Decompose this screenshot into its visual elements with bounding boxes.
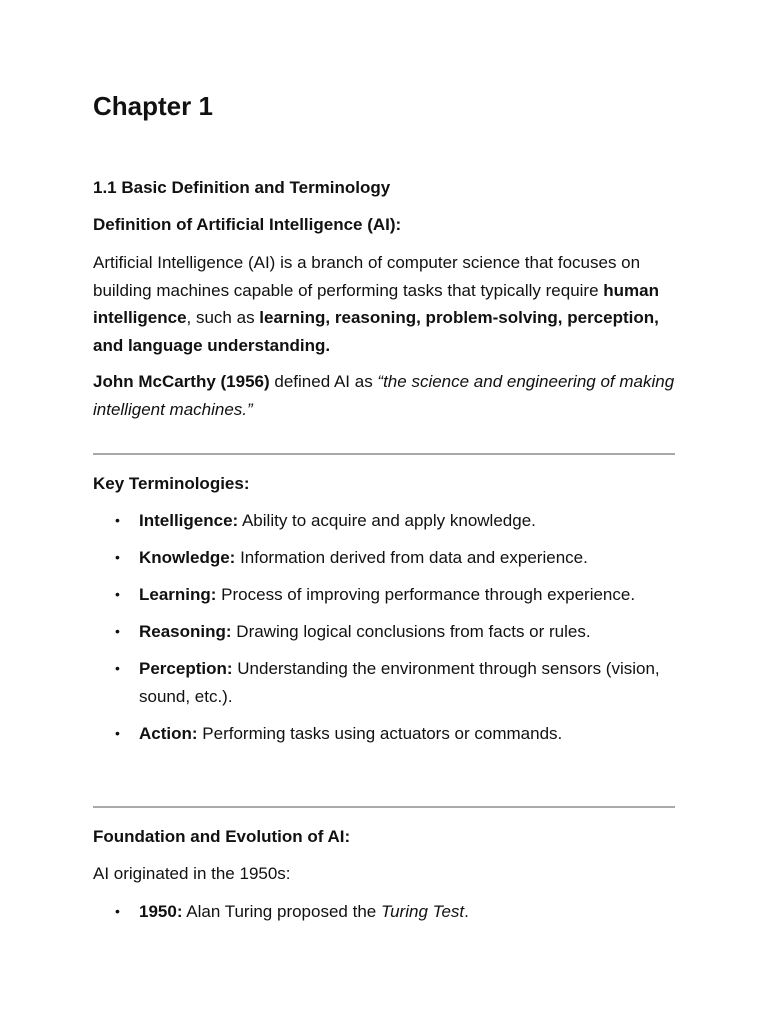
term-definition: Performing tasks using actuators or commands. (197, 723, 563, 743)
definition-text-2: , such as (186, 308, 260, 327)
timeline-italic: Turing Test (380, 902, 465, 921)
list-item (93, 720, 675, 748)
bullet-icon: • (115, 660, 120, 676)
list-item (93, 898, 675, 926)
list-item (93, 507, 675, 535)
term-label: Knowledge: (139, 548, 236, 567)
quote-text: “the science and engineering of making intelligent machines.” (93, 372, 675, 419)
timeline-list (93, 898, 675, 935)
definition-paragraph (93, 249, 675, 359)
bullet-icon: • (115, 623, 120, 639)
key-terms-list (93, 507, 675, 757)
bullet-icon: • (115, 586, 120, 602)
term-label: Reasoning: (139, 622, 232, 641)
definition-heading: Definition of Artificial Intelligence (AI): (93, 215, 402, 234)
bullet-icon: • (115, 549, 120, 565)
foundation-heading: Foundation and Evolution of AI: (93, 827, 351, 846)
quote-verb: defined AI as (269, 372, 378, 391)
list-item (93, 544, 675, 572)
term-label: Perception: (139, 659, 233, 678)
key-terms-heading: Key Terminologies: (93, 474, 250, 493)
definition-bold-2: learning, reasoning, problem-solving, perception, and language understanding. (93, 308, 659, 355)
term-label: Action: (139, 723, 198, 743)
timeline-text: Alan Turing proposed the (182, 902, 381, 921)
definition-text-1: Artificial Intelligence (AI) is a branch of computer science that focuses on building machines capable of performing tasks that typically require (93, 253, 641, 300)
term-definition: Understanding the environment through sensors (vision, sound, etc.). (139, 659, 660, 706)
bullet-icon: • (115, 903, 120, 919)
term-definition: Information derived from data and experience. (235, 548, 588, 567)
timeline-text-end: . (464, 902, 469, 921)
term-label: Learning: (139, 585, 217, 604)
term-definition: Ability to acquire and apply knowledge. (238, 511, 536, 530)
divider (93, 453, 675, 455)
list-item (93, 581, 675, 609)
bullet-icon: • (115, 724, 120, 741)
term-definition: Process of improving performance through experience. (216, 585, 636, 604)
divider (93, 806, 675, 808)
chapter-title: Chapter 1 (93, 91, 213, 121)
quote-author: John McCarthy (1956) (93, 372, 270, 391)
term-definition: Drawing logical conclusions from facts or rules. (231, 622, 591, 641)
foundation-intro: AI originated in the 1950s: (93, 864, 291, 883)
bullet-icon: • (115, 512, 120, 528)
list-item (93, 618, 675, 646)
timeline-year: 1950: (139, 902, 183, 921)
definition-bold-1: human intelligence (93, 280, 659, 327)
quote-paragraph (93, 368, 675, 423)
section-heading: 1.1 Basic Definition and Terminology (93, 178, 391, 197)
term-label: Intelligence: (139, 511, 239, 530)
list-item (93, 655, 675, 710)
